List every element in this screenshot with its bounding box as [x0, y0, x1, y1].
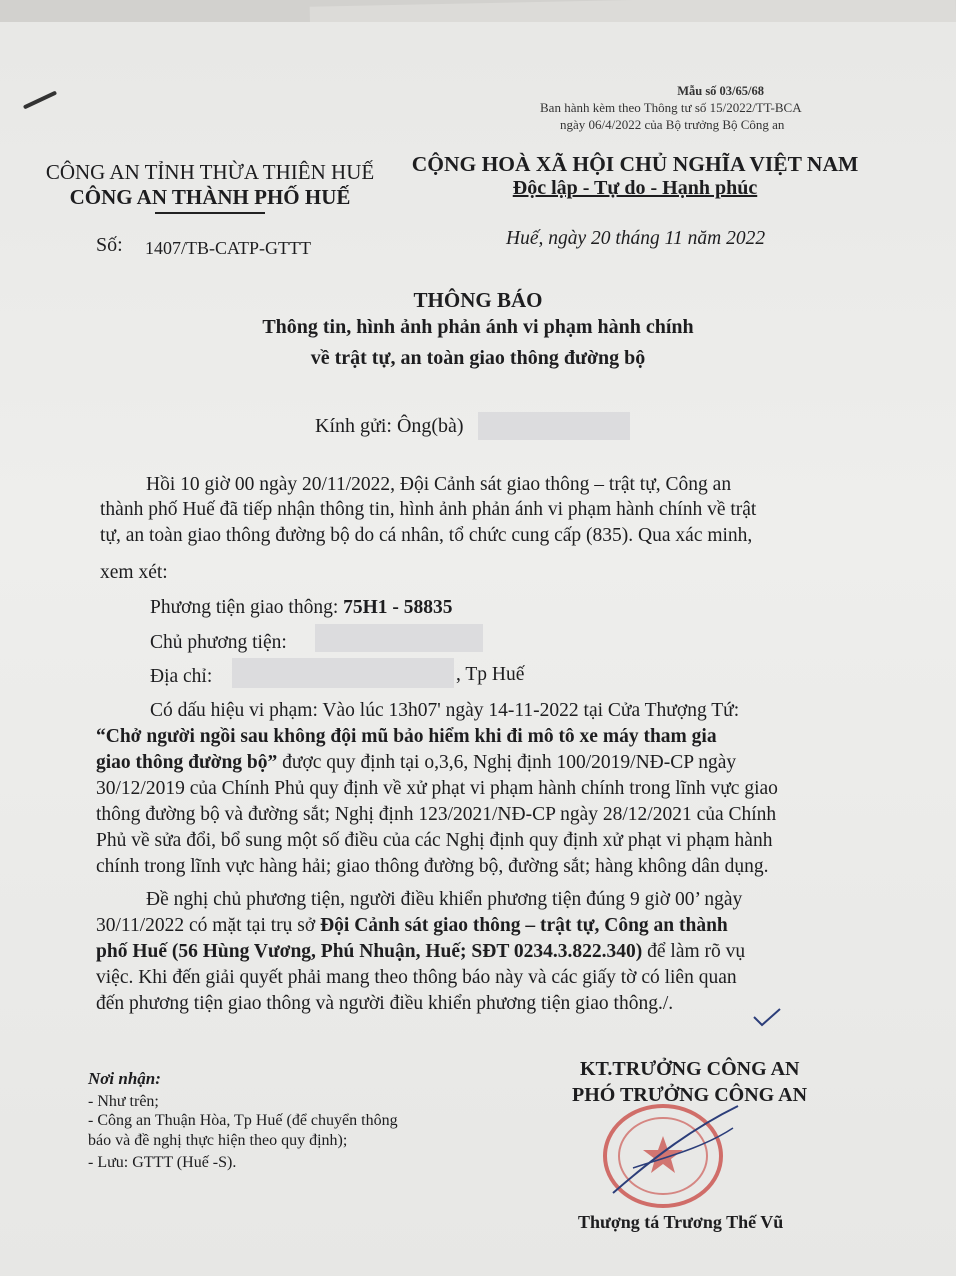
- doc-title: THÔNG BÁO: [413, 288, 543, 312]
- request-line-2-pre: 30/11/2022 có mặt tại trụ sở: [96, 915, 321, 936]
- request-line-2-bold: Đội Cảnh sát giao thông – trật tự, Công an thành: [320, 915, 728, 936]
- agency-province: CÔNG AN TỈNH THỪA THIÊN HUẾ: [45, 160, 375, 184]
- place-date: Huế, ngày 20 tháng 11 năm 2022: [506, 228, 766, 249]
- motto: Độc lập - Tự do - Hạnh phúc: [512, 177, 758, 199]
- redacted-owner: [315, 624, 483, 652]
- violation-line-1: Có dấu hiệu vi phạm: Vào lúc 13h07' ngày 14-11-2022 tại Cửa Thượng Tứ:: [150, 700, 740, 721]
- intro-line-1: Hồi 10 giờ 00 ngày 20/11/2022, Đội Cảnh sát giao thông – trật tự, Công an: [146, 474, 732, 495]
- violation-line-4: thông đường bộ và đường sắt; Nghị định 123/2021/NĐ-CP ngày 28/12/2021 của Chính: [96, 804, 777, 825]
- check-mark: [752, 1007, 782, 1029]
- request-line-5: đến phương tiện giao thông và người điều khiển phương tiện giao thông./.: [96, 993, 674, 1014]
- request-line-2: [96, 915, 728, 937]
- vehicle-label: Phương tiện giao thông:: [150, 597, 339, 618]
- request-line-4: việc. Khi đến giải quyết phải mang theo thông báo này và các giấy tờ có liên quan: [96, 967, 737, 988]
- violation-line-3: 30/12/2019 của Chính Phủ quy định về xử phạt vi phạm hành chính trong lĩnh vực giao: [96, 778, 778, 799]
- redacted-address: [232, 658, 454, 688]
- form-line-2: ngày 06/4/2022 của Bộ trưởng Bộ Công an: [560, 117, 785, 132]
- recipients-item-2: - Công an Thuận Hòa, Tp Huế (để chuyển thông: [88, 1112, 398, 1129]
- signature-title-1: KT.TRƯỞNG CÔNG AN: [580, 1058, 800, 1080]
- signature-title-2: PHÓ TRƯỞNG CÔNG AN: [572, 1084, 808, 1106]
- vehicle-plate: 75H1 - 58835: [343, 597, 453, 618]
- header-right: [410, 152, 860, 200]
- request-line-3-bold: phố Huế (56 Hùng Vương, Phú Nhuận, Huế; SĐT 0234.3.822.340): [96, 941, 643, 962]
- official-stamp: [593, 1098, 743, 1208]
- request-line-3-rest: để làm rõ vụ: [642, 941, 746, 962]
- violation-bold-2: giao thông đường bộ”: [96, 752, 278, 773]
- pen-mark: [23, 91, 57, 110]
- intro-line-4: xem xét:: [100, 562, 168, 583]
- violation-line-5: Phủ về sửa đổi, bổ sung một số điều của các Nghị định quy định xử phạt vi phạm hành: [96, 830, 773, 851]
- violation-rest-2: được quy định tại o,3,6, Nghị định 100/2019/NĐ-CP ngày: [277, 752, 737, 773]
- request-line-3: [96, 941, 745, 963]
- owner-label: Chủ phương tiện:: [150, 632, 287, 653]
- intro-line-3: tự, an toàn giao thông đường bộ do cá nhân, tổ chức cung cấp (835). Qua xác minh,: [100, 525, 753, 546]
- redacted-recipient: [478, 412, 630, 440]
- request-line-1: Đề nghị chủ phương tiện, người điều khiển phương tiện đúng 9 giờ 00’ ngày: [146, 889, 743, 910]
- doc-number-value: 1407/TB-CATP-GTTT: [145, 238, 311, 258]
- violation-bold-1: “Chở người ngồi sau không đội mũ bảo hiểm khi đi mô tô xe máy tham gia: [96, 726, 717, 747]
- subtitle-line-2: về trật tự, an toàn giao thông đường bộ: [310, 347, 646, 369]
- country-name: CỘNG HOÀ XÃ HỘI CHỦ NGHĨA VIỆT NAM: [411, 152, 859, 176]
- doc-number-label: Số:: [96, 234, 123, 256]
- recipients-item-1: - Như trên;: [88, 1093, 159, 1110]
- form-line-1: Ban hành kèm theo Thông tư số 15/2022/TT-BCA: [540, 100, 802, 115]
- signer-name: Thượng tá Trương Thế Vũ: [578, 1212, 784, 1232]
- intro-line-2: thành phố Huế đã tiếp nhận thông tin, hình ảnh phản ánh vi phạm hành chính về trật: [100, 499, 757, 520]
- recipients-item-3: báo và đề nghị thực hiện theo quy định);: [88, 1132, 348, 1149]
- header-left: [40, 160, 380, 214]
- agency-city: CÔNG AN THÀNH PHỐ HUẾ: [69, 185, 351, 209]
- recipients-title: Nơi nhận:: [88, 1069, 161, 1088]
- form-number: Mẫu số 03/65/68: [677, 84, 764, 98]
- violation-line-6: chính trong lĩnh vực hàng hải; giao thông đường bộ, đường sắt; hàng không dân dụng.: [96, 856, 769, 877]
- subtitle-line-1: Thông tin, hình ảnh phản ánh vi phạm hành chính: [262, 316, 694, 338]
- recipients-item-4: - Lưu: GTTT (Huế -S).: [88, 1154, 237, 1171]
- vehicle-row: [150, 597, 453, 619]
- violation-line-2: [96, 752, 736, 774]
- recipient-label: Kính gửi: Ông(bà): [315, 415, 464, 437]
- address-label: Địa chỉ:: [150, 666, 213, 687]
- header-left-underline: [155, 212, 265, 214]
- address-suffix: , Tp Huế: [456, 664, 525, 685]
- document-page: [0, 22, 956, 1276]
